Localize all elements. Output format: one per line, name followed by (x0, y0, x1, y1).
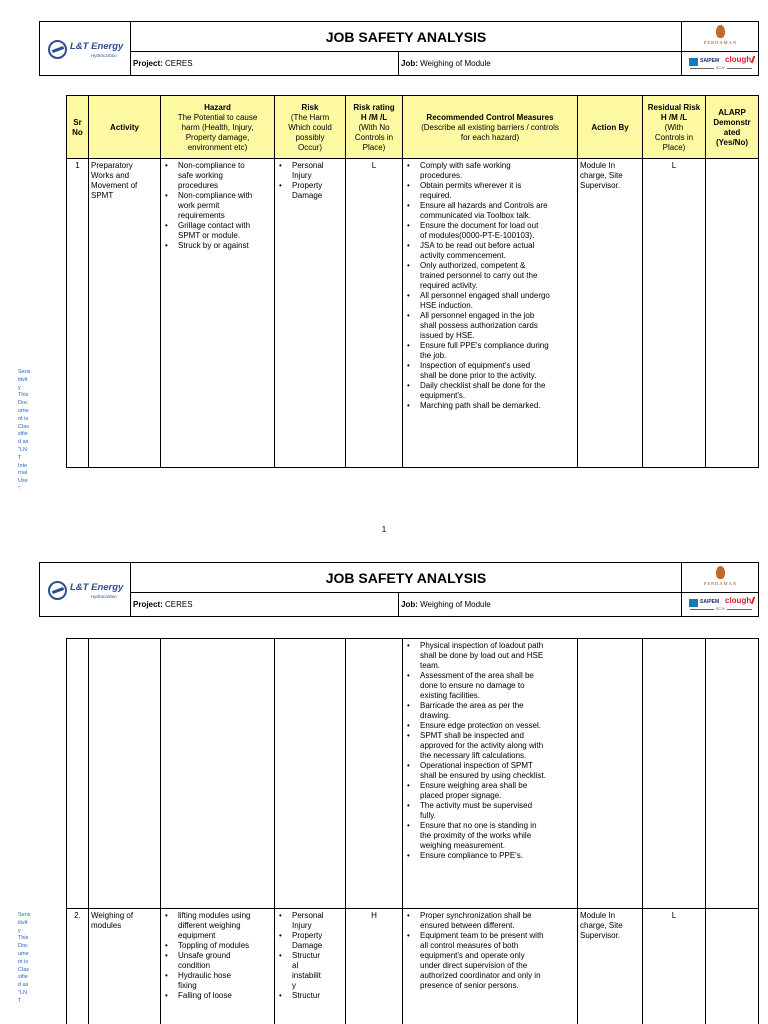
list-item: • Property Damage (277, 181, 343, 201)
hazard-list (163, 911, 272, 1001)
list-item: • Obtain permits wherever it is required. (405, 181, 575, 201)
sensitivity-note: Sens itivit y : This Doc ume nt is Clas sifie d as "LN T Inte rnal Use ". (18, 369, 31, 492)
list-item: • All personnel engaged shall undergo HSE induction. (405, 291, 575, 311)
list-item: • Ensure full PPE's compliance during the job. (405, 341, 575, 361)
list-item: • SPMT shall be inspected and approved for the activity along with the necessary lift calculations. (405, 731, 575, 761)
list-item: • Ensure edge protection on vessel. (405, 721, 575, 731)
controls-cell (403, 909, 578, 1024)
hazard-cell (161, 909, 275, 1024)
clough-icon (747, 56, 756, 63)
list-item: • Structur al instabilit y (277, 951, 343, 991)
document-title: JOB SAFETY ANALYSIS (131, 563, 681, 593)
controls-list (405, 161, 575, 411)
activity-cell (89, 639, 161, 909)
lt-energy-logo (40, 22, 131, 75)
list-item: • Personal Injury (277, 161, 343, 181)
list-item: • Marching path shall be demarked. (405, 401, 575, 411)
list-item: • Assessment of the area shall be done to ensure no damage to existing facilities. (405, 671, 575, 701)
residual-risk-cell (643, 639, 706, 909)
saipem-icon (689, 58, 698, 66)
list-item: • Toppling of modules (163, 941, 272, 951)
col-header-action-by: Action By (578, 96, 643, 159)
col-header-controls: Recommended Control Measures (Describe all existing barriers / controls for each hazard) (403, 96, 578, 159)
hazard-cell (161, 639, 275, 909)
list-item: • Equipment team to be present with all control measures of both equipment's and operate only under direct supervision of the authorized coordinator and only in presence of senior persons. (405, 931, 575, 991)
list-item: • Inspection of equipment's used shall be done prior to the activity. (405, 361, 575, 381)
controls-cell (403, 159, 578, 468)
table-row (67, 909, 759, 1024)
lt-logo-subtext: Hydrocarbon (91, 53, 117, 58)
col-header-residual-risk: Residual Risk H /M /L (With Controls in Place) (643, 96, 706, 159)
risk-list (277, 161, 343, 201)
lt-logo-icon (48, 581, 67, 600)
col-header-alarp: ALARP Demonstr ated (Yes/No) (706, 96, 759, 159)
list-item: • Physical inspection of loadout path shall be done by load out and HSE team. (405, 641, 575, 671)
list-item: • Non-compliance to safe working procedures (163, 161, 272, 191)
sr-no-cell: 1 (67, 159, 89, 468)
table-row (67, 159, 759, 468)
lt-logo-text: L&T Energy (70, 582, 124, 593)
sr-no-cell (67, 639, 89, 909)
list-item: • Falling of loose (163, 991, 272, 1001)
list-item: • Ensure weighing area shall be placed proper signage. (405, 781, 575, 801)
client-logos (681, 563, 758, 616)
risk-cell (275, 909, 346, 1024)
list-item: • JSA to be read out before actual activity commencement. (405, 241, 575, 261)
saipem-clough-logo: SAIPEM clough SCJV (682, 52, 759, 75)
activity-cell: Weighing of modules (89, 909, 161, 1024)
risk-list (277, 911, 343, 1001)
project-value: CERES (165, 59, 193, 68)
list-item: • All personnel engaged in the job shall possess authorization cards issued by HSE. (405, 311, 575, 341)
col-header-activity: Activity (89, 96, 161, 159)
action-by-cell: Module In charge, Site Supervisor. (578, 909, 643, 1024)
list-item: • Ensure compliance to PPE's. (405, 851, 575, 861)
jsa-table-page-1 (66, 95, 759, 468)
lt-logo-text: L&T Energy (70, 41, 124, 52)
list-item: • The activity must be supervised fully. (405, 801, 575, 821)
col-header-sr-no: Sr No (67, 96, 89, 159)
risk-rating-cell: L (346, 159, 403, 468)
flame-icon (716, 25, 725, 38)
perdaman-logo: PERDAMAN (682, 563, 759, 593)
list-item: • Unsafe ground condition (163, 951, 272, 971)
controls-cell (403, 639, 578, 909)
controls-list (405, 911, 575, 991)
residual-risk-cell: L (643, 159, 706, 468)
list-item: • Property Damage (277, 931, 343, 951)
list-item: • Ensure the document for load out of modules(0000-PT-E-100103). (405, 221, 575, 241)
hazard-cell (161, 159, 275, 468)
list-item: • Operational inspection of SPMT shall be ensured by using checklist. (405, 761, 575, 781)
list-item: • Comply with safe working procedures. (405, 161, 575, 181)
lt-logo-icon (48, 40, 67, 59)
document-title: JOB SAFETY ANALYSIS (131, 22, 681, 52)
col-header-risk: Risk (The Harm Which could possibly Occur) (275, 96, 346, 159)
risk-cell (275, 639, 346, 909)
table-row (67, 639, 759, 909)
list-item: • Grillage contact with SPMT or module. (163, 221, 272, 241)
project-field: Project: CERES (131, 52, 399, 75)
col-header-hazard: Hazard The Potential to cause harm (Health, Injury, Property damage, environment etc) (161, 96, 275, 159)
job-field: Job: Weighing of Module (401, 600, 491, 609)
activity-cell: Preparatory Works and Movement of SPMT (89, 159, 161, 468)
page-number: 1 (381, 525, 387, 534)
list-item: • Ensure that no one is standing in the proximity of the works while weighing measurement. (405, 821, 575, 851)
saipem-icon (689, 599, 698, 607)
sensitivity-note: Sens itivit y : This Doc ume nt is Clas sifie d as "LN T (18, 912, 31, 1004)
hazard-list (163, 161, 272, 251)
project-value: CERES (165, 600, 193, 609)
sr-no-cell: 2. (67, 909, 89, 1024)
perdaman-logo: PERDAMAN (682, 22, 759, 52)
flame-icon (716, 566, 725, 579)
jsa-header-page-2 (39, 562, 759, 617)
client-logos (681, 22, 758, 75)
list-item: • Ensure all hazards and Controls are communicated via Toolbox talk. (405, 201, 575, 221)
list-item: • Personal Injury (277, 911, 343, 931)
clough-icon (747, 597, 756, 604)
list-item: • lifting modules using different weighing equipment (163, 911, 272, 941)
action-by-cell: Module In charge, Site Supervisor. (578, 159, 643, 468)
list-item: • Structur (277, 991, 343, 1001)
residual-risk-cell: L (643, 909, 706, 1024)
list-item: • Hydraulic hose fixing (163, 971, 272, 991)
col-header-risk-rating: Risk rating H /M /L (With No Controls in Place) (346, 96, 403, 159)
alarp-cell (706, 909, 759, 1024)
lt-logo-subtext: Hydrocarbon (91, 594, 117, 599)
alarp-cell (706, 639, 759, 909)
job-field: Job: Weighing of Module (401, 59, 491, 68)
list-item: • Non-compliance with work permit requirements (163, 191, 272, 221)
lt-energy-logo (40, 563, 131, 616)
list-item: • Daily checklist shall be done for the equipment's. (405, 381, 575, 401)
table-header-row (67, 96, 759, 159)
job-value: Weighing of Module (420, 59, 491, 68)
alarp-cell (706, 159, 759, 468)
job-value: Weighing of Module (420, 600, 491, 609)
action-by-cell (578, 639, 643, 909)
risk-cell (275, 159, 346, 468)
controls-list (405, 641, 575, 861)
list-item: • Struck by or against (163, 241, 272, 251)
saipem-clough-logo: SAIPEM clough SCJV (682, 593, 759, 616)
list-item: • Only authorized, competent & trained personnel to carry out the required activity. (405, 261, 575, 291)
jsa-table-page-2 (66, 638, 759, 1024)
list-item: • Barricade the area as per the drawing. (405, 701, 575, 721)
jsa-header-page-1 (39, 21, 759, 76)
project-field: Project: CERES (131, 593, 399, 616)
risk-rating-cell: H (346, 909, 403, 1024)
risk-rating-cell (346, 639, 403, 909)
list-item: • Proper synchronization shall be ensured between different. (405, 911, 575, 931)
